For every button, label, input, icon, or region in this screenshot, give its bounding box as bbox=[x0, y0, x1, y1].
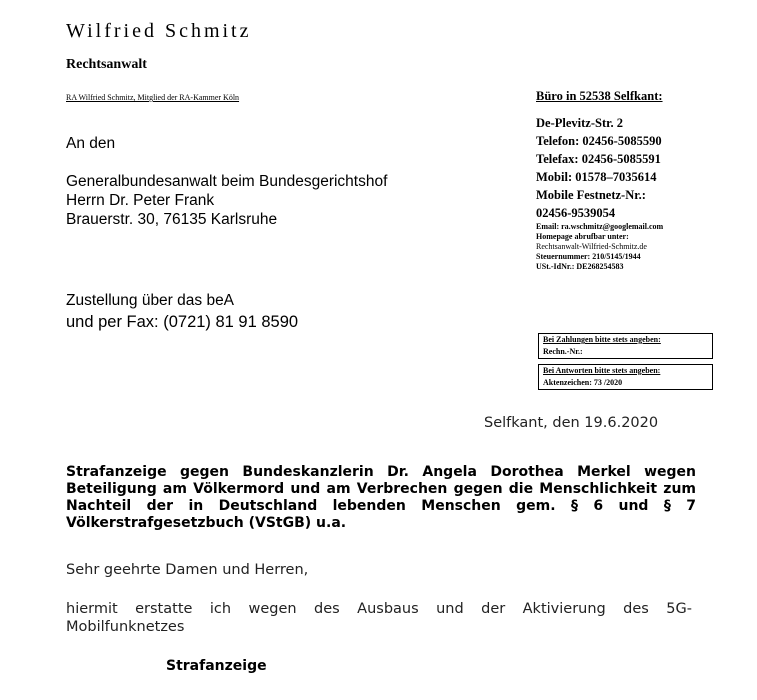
subject-line1: Strafanzeige gegen Bundeskanzlerin Dr. Angela Dorothea Merkel wegen bbox=[66, 464, 696, 480]
office-vat-id: USt.-IdNr.: DE268254583 bbox=[536, 262, 624, 271]
office-homepage: Rechtsanwalt-Wilfried-Schmitz.de bbox=[536, 242, 647, 251]
paragraph-line1: hiermit erstatte ich wegen des Ausbaus und der Aktivierung des 5G- bbox=[66, 601, 692, 617]
sender-name: Wilfried Schmitz bbox=[66, 20, 252, 42]
letter-date: Selfkant, den 19.6.2020 bbox=[484, 415, 659, 431]
subject-line2: Beteiligung am Völkermord und am Verbrechen gegen die Menschlichkeit zum bbox=[66, 481, 696, 497]
subject bbox=[66, 464, 696, 532]
recipient-line3: Brauerstr. 30, 76135 Karlsruhe bbox=[66, 211, 278, 228]
payment-reference-label: Bei Zahlungen bitte stets angeben: bbox=[543, 335, 661, 344]
strafanzeige-heading: Strafanzeige bbox=[166, 658, 267, 674]
office-street: De-Plevitz-Str. 2 bbox=[536, 116, 624, 130]
payment-reference-value: Rechn.-Nr.: bbox=[543, 347, 583, 356]
reply-reference-label: Bei Antworten bitte stets angeben: bbox=[543, 366, 661, 375]
reply-reference-box bbox=[538, 364, 713, 390]
recipient-line1: Generalbundesanwalt beim Bundesgerichtshof bbox=[66, 173, 388, 190]
office-email: Email: ra.wschmitz@googlemail.com bbox=[536, 222, 664, 231]
paragraph-line2: Mobilfunknetzes bbox=[66, 619, 185, 635]
office-heading: Büro in 52538 Selfkant: bbox=[536, 89, 663, 103]
subject-line4: Völkerstrafgesetzbuch (VStGB) u.a. bbox=[66, 515, 347, 531]
return-address: RA Wilfried Schmitz, Mitglied der RA-Kammer Köln bbox=[66, 93, 240, 102]
office-mobile: Mobil: 01578–7035614 bbox=[536, 170, 657, 184]
delivery-line1: Zustellung über das beA bbox=[66, 292, 235, 309]
recipient-prefix: An den bbox=[66, 135, 116, 152]
office-tax-number: Steuernummer: 210/5145/1944 bbox=[536, 252, 641, 261]
subject-line3: Nachteil der in Deutschland lebenden Menschen gem. § 6 und § 7 bbox=[66, 498, 696, 514]
reply-reference-value: Aktenzeichen: 73 /2020 bbox=[543, 378, 623, 387]
sender-title: Rechtsanwalt bbox=[66, 57, 147, 72]
delivery-line2: und per Fax: (0721) 81 91 8590 bbox=[66, 313, 299, 331]
body-paragraph bbox=[66, 600, 692, 636]
office-mobile-landline-label: Mobile Festnetz-Nr.: bbox=[536, 188, 646, 202]
recipient-line2: Herrn Dr. Peter Frank bbox=[66, 192, 215, 209]
salutation: Sehr geehrte Damen und Herren, bbox=[66, 562, 309, 578]
office-homepage-label: Homepage abrufbar unter: bbox=[536, 232, 629, 241]
office-phone: Telefon: 02456-5085590 bbox=[536, 134, 662, 148]
payment-reference-box bbox=[538, 333, 713, 359]
office-fax: Telefax: 02456-5085591 bbox=[536, 152, 661, 166]
office-block bbox=[536, 89, 663, 272]
office-mobile-landline: 02456-9539054 bbox=[536, 206, 616, 220]
